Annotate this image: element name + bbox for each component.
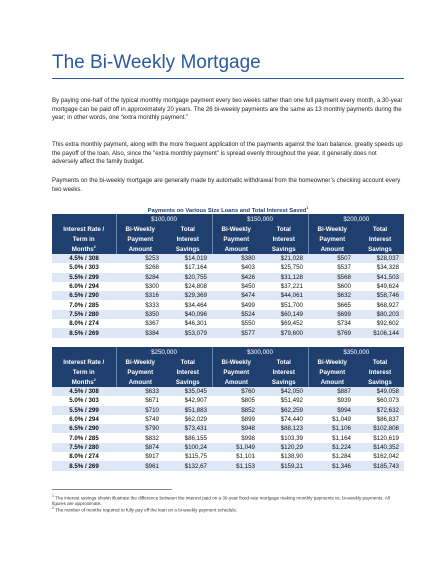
payment-amount-cell: $350: [116, 310, 164, 319]
interest-savings-cell: $86,837: [356, 415, 404, 424]
interest-savings-cell: $159,21: [260, 461, 308, 470]
rate-term-cell: 4.5% / 308: [52, 387, 116, 396]
footnote-1: [52, 494, 404, 507]
payment-amount-cell: $769: [308, 328, 356, 337]
payment-amount-cell: $1,224: [308, 443, 356, 452]
rate-term-cell: 6.5% / 290: [52, 424, 116, 433]
rate-term-cell: 7.5% / 280: [52, 443, 116, 452]
table-row: [52, 263, 404, 272]
interest-savings-cell: $25,750: [260, 263, 308, 272]
interest-savings-cell: $51,700: [260, 300, 308, 309]
interest-savings-header: Total: [356, 224, 404, 234]
loan-amount-header: $250,000: [116, 347, 212, 357]
rate-term-cell: 8.0% / 274: [52, 452, 116, 461]
interest-savings-header: Total: [260, 224, 308, 234]
interest-savings-header: Total: [356, 357, 404, 367]
table-row: [52, 433, 404, 442]
payment-amount-cell: $333: [116, 300, 164, 309]
withdrawal-paragraph: Payments on the bi-weekly mortgage are generally made by automatic withdrawal from the homeowner’s checking account every two weeks.: [52, 177, 401, 193]
payment-amount-cell: $253: [116, 254, 164, 263]
interest-savings-cell: $42,907: [164, 396, 212, 405]
interest-savings-cell: $44,061: [260, 291, 308, 300]
column-header-row: [52, 234, 404, 244]
table-caption-text: Payments on Various Size Loans and Total Interest Saved: [147, 207, 307, 214]
footnote-mark: 2: [52, 506, 54, 510]
footnote-text: The interest savings shown illustrate the difference between the interest paid on a 30-year fixed-rate mortgage making monthly payments vs. bi-weekly payments. All figures are approximate.: [52, 495, 390, 507]
interest-savings-cell: $21,028: [260, 254, 308, 263]
payment-amount-cell: $384: [116, 328, 164, 337]
payments-table-large-loans: [52, 347, 404, 471]
interest-savings-cell: $79,600: [260, 328, 308, 337]
interest-savings-header: Savings: [164, 244, 212, 254]
rate-term-header-text: Interest Rate /: [63, 225, 105, 233]
loan-amount-header-row: [52, 214, 404, 224]
interest-savings-cell: $103,39: [260, 433, 308, 442]
payment-amount-header: Payment: [212, 367, 260, 377]
interest-savings-header: Savings: [164, 377, 212, 387]
column-header-row: [52, 377, 404, 387]
title-rule: [52, 78, 404, 79]
rate-term-cell: 6.5% / 290: [52, 291, 116, 300]
payment-amount-cell: $284: [116, 273, 164, 282]
table-row: [52, 310, 404, 319]
payment-amount-cell: $474: [212, 291, 260, 300]
column-header-row: [52, 224, 404, 234]
payment-amount-cell: $268: [116, 263, 164, 272]
interest-savings-cell: $34,328: [356, 263, 404, 272]
payment-amount-header: Bi-Weekly: [308, 224, 356, 234]
table-row: [52, 319, 404, 328]
payment-amount-header: Amount: [212, 377, 260, 387]
payment-amount-cell: $734: [308, 319, 356, 328]
table-row: [52, 443, 404, 452]
table-row: [52, 387, 404, 396]
interest-savings-header: Total: [260, 357, 308, 367]
interest-savings-cell: $106,144: [356, 328, 404, 337]
payment-amount-cell: $537: [308, 263, 356, 272]
rate-term-cell: 6.0% / 294: [52, 415, 116, 424]
rate-term-header: [52, 234, 116, 244]
payment-amount-cell: $499: [212, 300, 260, 309]
rate-term-header-text: Term in: [72, 235, 95, 243]
interest-savings-cell: $115,75: [164, 452, 212, 461]
payment-amount-cell: $665: [308, 300, 356, 309]
interest-savings-cell: $29,369: [164, 291, 212, 300]
header-blank-cell: [52, 214, 116, 224]
column-header-row: [52, 244, 404, 254]
interest-savings-header: Interest: [260, 234, 308, 244]
payment-amount-cell: $1,106: [308, 424, 356, 433]
payment-amount-cell: $805: [212, 396, 260, 405]
rate-term-cell: 4.5% / 308: [52, 254, 116, 263]
rate-term-header: [52, 224, 116, 234]
payment-amount-header: Bi-Weekly: [116, 357, 164, 367]
rate-term-cell: 6.0% / 294: [52, 282, 116, 291]
interest-savings-cell: $60,073: [356, 396, 404, 405]
payment-amount-cell: $671: [116, 396, 164, 405]
interest-savings-header: Savings: [260, 244, 308, 254]
interest-savings-cell: $31,128: [260, 273, 308, 282]
interest-savings-cell: $80,203: [356, 310, 404, 319]
interest-savings-cell: $14,019: [164, 254, 212, 263]
interest-savings-header: Total: [164, 224, 212, 234]
payment-amount-cell: $600: [308, 282, 356, 291]
page-title: The Bi-Weekly Mortgage: [52, 52, 261, 73]
table-caption: [52, 206, 404, 214]
payment-amount-cell: $917: [116, 452, 164, 461]
interest-savings-header: Interest: [356, 367, 404, 377]
footnote-2: [52, 506, 404, 513]
payment-amount-cell: $524: [212, 310, 260, 319]
payment-amount-cell: $749: [116, 415, 164, 424]
payment-amount-header: Bi-Weekly: [212, 224, 260, 234]
interest-savings-cell: $58,746: [356, 291, 404, 300]
payment-amount-cell: $760: [212, 387, 260, 396]
interest-savings-cell: $100,24: [164, 443, 212, 452]
loan-amount-header: $200,000: [308, 214, 404, 224]
interest-savings-header: Interest: [164, 234, 212, 244]
table-row: [52, 254, 404, 263]
loan-amount-header: $100,000: [116, 214, 212, 224]
payment-amount-cell: $948: [212, 424, 260, 433]
payment-amount-cell: $939: [308, 396, 356, 405]
payment-amount-cell: $710: [116, 406, 164, 415]
payment-amount-cell: $632: [308, 291, 356, 300]
rate-term-cell: 8.5% / 269: [52, 328, 116, 337]
table-row: [52, 461, 404, 470]
payment-amount-cell: $874: [116, 443, 164, 452]
rate-term-header-text: Term in: [72, 368, 95, 376]
footnote-mark: 1: [52, 494, 54, 498]
interest-savings-cell: $140,352: [356, 443, 404, 452]
interest-savings-cell: $72,632: [356, 406, 404, 415]
payment-amount-cell: $380: [212, 254, 260, 263]
rate-term-cell: 5.0% / 303: [52, 263, 116, 272]
interest-savings-cell: $35,045: [164, 387, 212, 396]
interest-savings-cell: $62,259: [260, 406, 308, 415]
interest-savings-cell: $92,602: [356, 319, 404, 328]
interest-savings-header: Interest: [164, 367, 212, 377]
payment-amount-cell: $961: [116, 461, 164, 470]
payment-amount-cell: $1,284: [308, 452, 356, 461]
rate-term-cell: 5.5% / 299: [52, 406, 116, 415]
interest-savings-cell: $40,096: [164, 310, 212, 319]
interest-savings-cell: $42,050: [260, 387, 308, 396]
footnote-rule: [52, 489, 172, 490]
interest-savings-cell: $102,808: [356, 424, 404, 433]
payment-amount-header: Amount: [308, 244, 356, 254]
table-row: [52, 396, 404, 405]
payment-amount-cell: $403: [212, 263, 260, 272]
interest-savings-header: Savings: [356, 244, 404, 254]
payment-amount-cell: $998: [212, 433, 260, 442]
payment-amount-cell: $1,049: [308, 415, 356, 424]
payment-amount-header: Amount: [212, 244, 260, 254]
payment-amount-cell: $450: [212, 282, 260, 291]
rate-term-cell: 5.5% / 299: [52, 273, 116, 282]
table-row: [52, 424, 404, 433]
interest-savings-cell: $74,440: [260, 415, 308, 424]
payment-amount-cell: $577: [212, 328, 260, 337]
interest-savings-cell: $120,29: [260, 443, 308, 452]
payment-amount-cell: $790: [116, 424, 164, 433]
payment-amount-cell: $832: [116, 433, 164, 442]
term-footnote-mark: 2: [93, 244, 96, 249]
payment-amount-cell: $1,101: [212, 452, 260, 461]
interest-savings-cell: $51,492: [260, 396, 308, 405]
rate-term-cell: 8.5% / 269: [52, 461, 116, 470]
rate-term-header-text: Months: [71, 246, 94, 254]
payment-amount-header: Bi-Weekly: [116, 224, 164, 234]
interest-savings-cell: $138,90: [260, 452, 308, 461]
rate-term-header: [52, 367, 116, 377]
interest-savings-cell: $28,037: [356, 254, 404, 263]
payments-table-small-loans: [52, 214, 404, 338]
interest-savings-cell: $60,149: [260, 310, 308, 319]
interest-savings-cell: $68,927: [356, 300, 404, 309]
interest-savings-cell: $24,808: [164, 282, 212, 291]
payment-amount-cell: $1,346: [308, 461, 356, 470]
interest-savings-cell: $49,058: [356, 387, 404, 396]
rate-term-cell: 7.0% / 285: [52, 300, 116, 309]
term-footnote-mark: 2: [93, 377, 96, 382]
table-row: [52, 273, 404, 282]
interest-savings-cell: $51,883: [164, 406, 212, 415]
extra-payment-paragraph: This extra monthly payment, along with the more frequent application of the payments against the loan balance, greatly speeds up the payoff of the loan. Also, since the “extra monthly payment” is spread evenly throughout the year, it generally does not adversely affect the family budget.: [52, 141, 403, 166]
rate-term-cell: 7.0% / 285: [52, 433, 116, 442]
interest-savings-cell: $20,755: [164, 273, 212, 282]
interest-savings-cell: $162,042: [356, 452, 404, 461]
loan-amount-header: $150,000: [212, 214, 308, 224]
interest-savings-cell: $62,029: [164, 415, 212, 424]
interest-savings-cell: $49,624: [356, 282, 404, 291]
header-blank-cell: [52, 347, 116, 357]
rate-term-cell: 5.0% / 303: [52, 396, 116, 405]
interest-savings-cell: $53,079: [164, 328, 212, 337]
table-row: [52, 282, 404, 291]
interest-savings-header: Savings: [260, 377, 308, 387]
payment-amount-header: Amount: [116, 377, 164, 387]
payment-amount-cell: $1,164: [308, 433, 356, 442]
interest-savings-cell: $120,619: [356, 433, 404, 442]
payment-amount-header: Bi-Weekly: [308, 357, 356, 367]
interest-savings-cell: $88,123: [260, 424, 308, 433]
payment-amount-header: Payment: [308, 234, 356, 244]
payment-amount-header: Amount: [116, 244, 164, 254]
interest-savings-cell: $69,452: [260, 319, 308, 328]
payment-amount-cell: $568: [308, 273, 356, 282]
rate-term-header: [52, 377, 116, 387]
interest-savings-cell: $73,431: [164, 424, 212, 433]
payment-amount-cell: $994: [308, 406, 356, 415]
footnote-text: The number of months required to fully pay off the loan on a bi-weekly payment schedule.: [55, 507, 238, 513]
table-row: [52, 300, 404, 309]
interest-savings-cell: $185,743: [356, 461, 404, 470]
interest-savings-header: Total: [164, 357, 212, 367]
payment-amount-cell: $367: [116, 319, 164, 328]
rate-term-header-text: Months: [71, 379, 94, 387]
rate-term-header: [52, 357, 116, 367]
loan-amount-header: $350,000: [308, 347, 404, 357]
table-row: [52, 452, 404, 461]
payment-amount-header: Amount: [308, 377, 356, 387]
payment-amount-cell: $507: [308, 254, 356, 263]
payment-amount-cell: $316: [116, 291, 164, 300]
column-header-row: [52, 367, 404, 377]
interest-savings-header: Interest: [260, 367, 308, 377]
payment-amount-header: Payment: [116, 367, 164, 377]
payment-amount-cell: $1,049: [212, 443, 260, 452]
loan-amount-header: $300,000: [212, 347, 308, 357]
interest-savings-header: Interest: [356, 234, 404, 244]
payment-amount-cell: $887: [308, 387, 356, 396]
rate-term-header-text: Interest Rate /: [63, 358, 105, 366]
payment-amount-header: Payment: [308, 367, 356, 377]
payment-amount-cell: $550: [212, 319, 260, 328]
payment-amount-cell: $300: [116, 282, 164, 291]
payment-amount-header: Payment: [212, 234, 260, 244]
column-header-row: [52, 357, 404, 367]
payment-amount-header: Bi-Weekly: [212, 357, 260, 367]
payment-amount-cell: $699: [308, 310, 356, 319]
rate-term-header: [52, 244, 116, 254]
interest-savings-cell: $46,301: [164, 319, 212, 328]
interest-savings-cell: $34,464: [164, 300, 212, 309]
payment-amount-cell: $633: [116, 387, 164, 396]
rate-term-cell: 8.0% / 274: [52, 319, 116, 328]
interest-savings-cell: $37,221: [260, 282, 308, 291]
interest-savings-cell: $132,67: [164, 461, 212, 470]
table-row: [52, 291, 404, 300]
table-row: [52, 328, 404, 337]
table-row: [52, 415, 404, 424]
rate-term-cell: 7.5% / 280: [52, 310, 116, 319]
table-row: [52, 406, 404, 415]
payment-amount-header: Payment: [116, 234, 164, 244]
payment-amount-cell: $1,153: [212, 461, 260, 470]
payment-amount-cell: $899: [212, 415, 260, 424]
payment-amount-cell: $426: [212, 273, 260, 282]
interest-savings-header: Savings: [356, 377, 404, 387]
payment-amount-cell: $852: [212, 406, 260, 415]
interest-savings-cell: $41,503: [356, 273, 404, 282]
interest-savings-cell: $17,164: [164, 263, 212, 272]
caption-footnote-mark: 1: [306, 206, 309, 210]
loan-amount-header-row: [52, 347, 404, 357]
interest-savings-cell: $86,155: [164, 433, 212, 442]
intro-paragraph: By paying one-half of the typical monthly mortgage payment every two weeks rather than one full payment every month, a 30-year mortgage can be paid off in approximately 20 years. The 26 bi-weekly payments are the same as 13 monthly payments during the year; in other words, one “extra monthly payment.”: [52, 97, 403, 122]
